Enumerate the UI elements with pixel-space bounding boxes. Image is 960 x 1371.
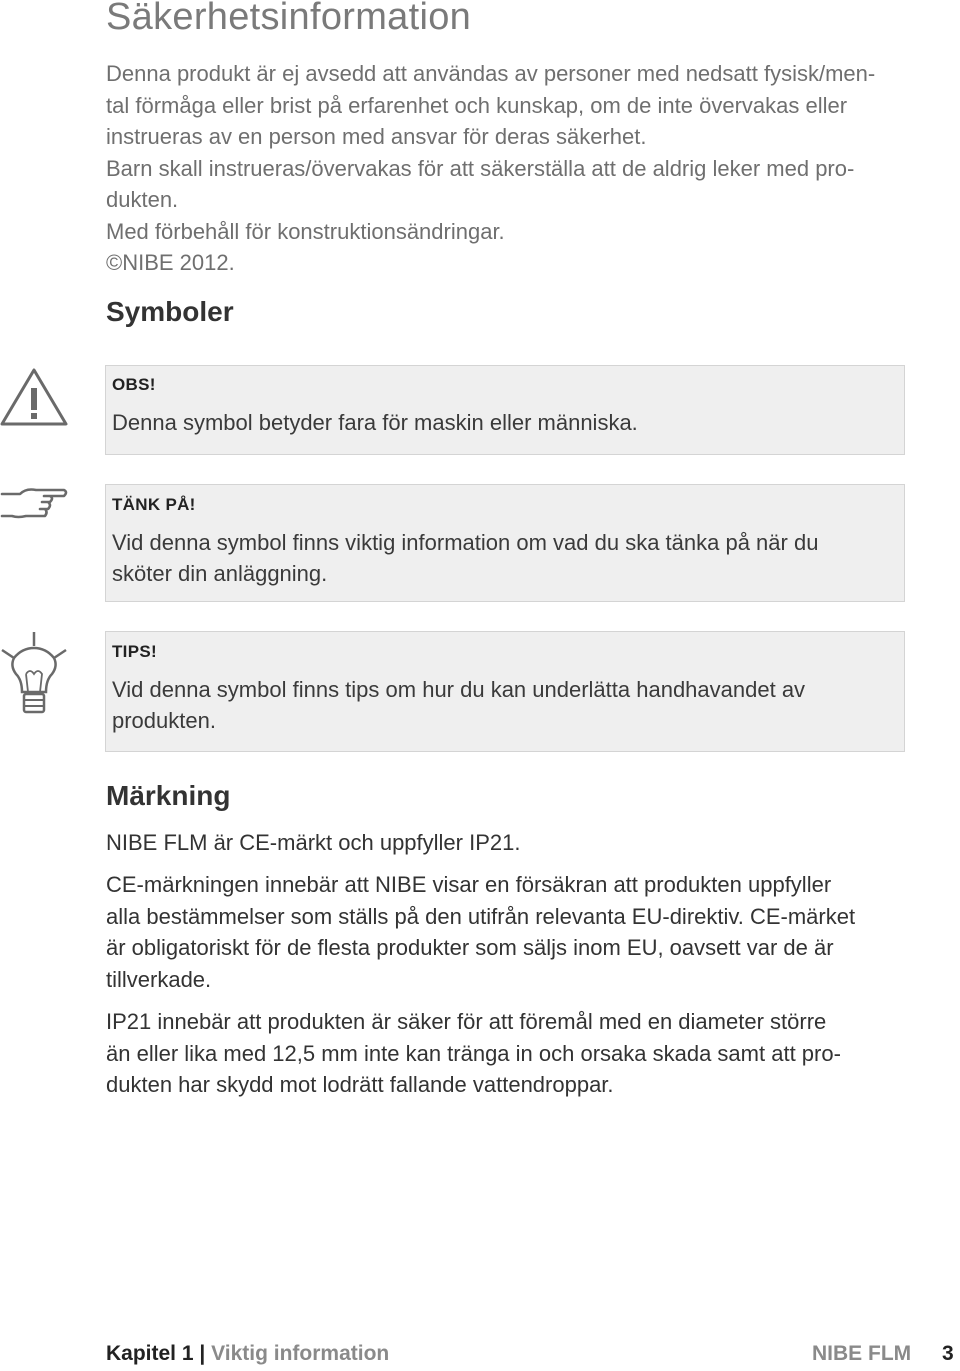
notice-text: Vid denna symbol finns tips om hur du kan underlätta handhavandet av produkten. xyxy=(112,677,806,733)
notice-box-obs xyxy=(105,365,905,455)
footer-product: NIBE FLM xyxy=(812,1342,912,1365)
notice-box-tank-pa xyxy=(105,484,905,602)
footer-chapter xyxy=(106,1341,389,1367)
notice-text: Vid denna symbol finns viktig information om vad du ska tänka på när du sköter din anläggning. xyxy=(112,530,819,586)
notice-box-tips xyxy=(105,631,905,752)
footer-separator: | xyxy=(199,1342,206,1365)
intro-line: instrueras av en person med ansvar för deras säkerhet. xyxy=(106,124,647,149)
notice-title: OBS! xyxy=(112,375,156,394)
intro-line: ©NIBE 2012. xyxy=(106,250,235,275)
intro-line: Med förbehåll för konstruktionsändringar. xyxy=(106,218,505,244)
intro-line: dukten. xyxy=(106,187,179,212)
notice-title: TIPS! xyxy=(112,642,157,661)
warning-triangle-icon xyxy=(0,366,70,428)
intro-text xyxy=(106,58,906,279)
marking-heading: Märkning xyxy=(106,780,231,811)
page-number: 3 xyxy=(942,1342,954,1365)
pointing-hand-icon xyxy=(0,484,70,530)
notice-text: Denna symbol betyder fara för maskin eller människa. xyxy=(112,410,638,435)
lightbulb-icon xyxy=(0,630,70,720)
page-title: Säkerhetsinformation xyxy=(106,0,472,38)
marking-paragraph: NIBE FLM är CE-märkt och uppfyller IP21. xyxy=(106,830,521,855)
symbols-heading: Symboler xyxy=(106,296,234,327)
notice-title: TÄNK PÅ! xyxy=(112,495,196,514)
marking-paragraph: CE-märkningen innebär att NIBE visar en försäkran att produkten uppfyller alla bestämmelser som ställs på den utifrån relevanta EU-direktiv. CE-märket är obligatoriskt för de flesta produkter som säljs inom EU, oavsett var de är tillverkade. xyxy=(106,872,856,992)
footer-section: Viktig information xyxy=(211,1342,390,1365)
marking-paragraph: IP21 innebär att produkten är säker för att föremål med en diameter större än eller lika med 12,5 mm inte kan tränga in och orsaka skada samt att pro- dukten har skydd mot lodrätt fallande vattendroppar. xyxy=(106,1009,841,1097)
intro-line: tal förmåga eller brist på erfarenhet och kunskap, om de inte övervakas eller xyxy=(106,92,848,118)
intro-line: Barn skall instrueras/övervakas för att säkerställa att de aldrig leker med pro- xyxy=(106,155,855,181)
intro-line: Denna produkt är ej avsedd att användas av personer med nedsatt fysisk/men- xyxy=(106,61,876,86)
footer-chapter-label: Kapitel 1 xyxy=(106,1342,194,1365)
